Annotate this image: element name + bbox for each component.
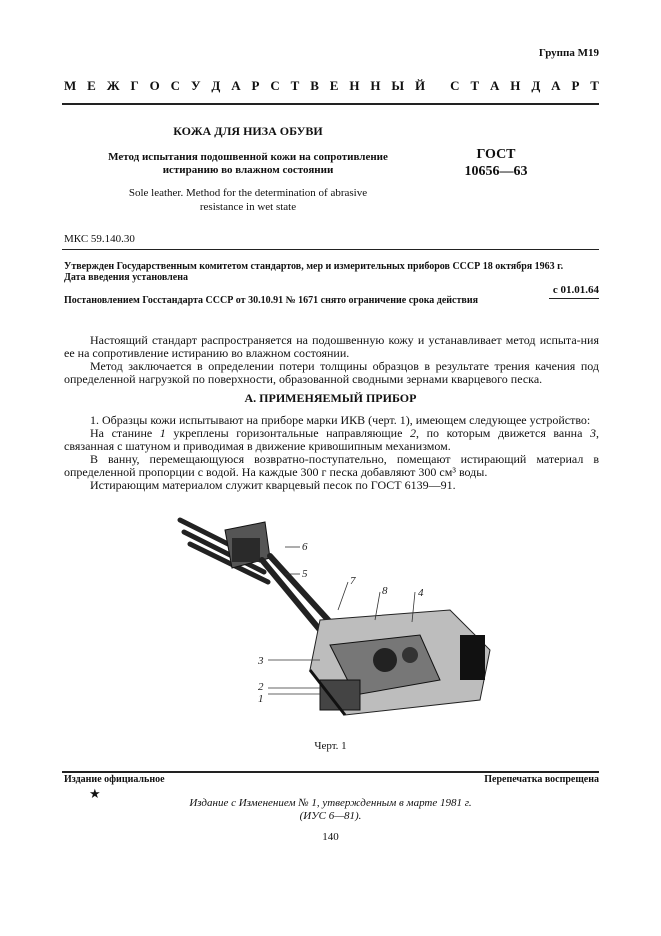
document-subtitle: [62, 151, 434, 177]
banner-letter: Й: [415, 78, 426, 93]
section-paragraph-2: [64, 427, 599, 453]
figure-label-5: 5: [302, 568, 308, 580]
date-rule: [549, 298, 599, 299]
approval-line-2: Дата введения установлена: [64, 272, 188, 283]
p2-part-c: , по которым движется ванна: [416, 426, 590, 440]
english-title: [62, 186, 434, 214]
banner-letter: Т: [290, 78, 300, 93]
star-icon: ★: [89, 786, 101, 801]
p2-part-a: На станине: [90, 426, 160, 440]
subtitle-line-2: истиранию во влажном состоянии: [162, 164, 334, 176]
gost-code: 10656—63: [464, 164, 528, 179]
p2-part-b: укреплены горизонтальные направляющие: [165, 426, 410, 440]
banner-letter: Т: [590, 78, 599, 93]
figure-label-4: 4: [418, 587, 424, 599]
banner-letter: Е: [87, 78, 96, 93]
banner-letter: Р: [251, 78, 260, 93]
base-frame: [310, 610, 490, 715]
section-paragraph-1: 1. Образцы кожи испытывают на приборе марки ИКВ (черт. 1), имеющем следующее устройство:: [90, 413, 591, 427]
banner-letter: А: [551, 78, 561, 93]
banner-letter: А: [490, 78, 500, 93]
p2-ref-1: 1: [159, 426, 166, 440]
approval-line-1: Утвержден Государственным комитетом стандартов, мер и измерительных приборов СССР 18 октября 1963 г.: [64, 261, 564, 272]
banner-letter: Н: [349, 78, 360, 93]
title-block: [62, 124, 434, 214]
arm: [262, 556, 330, 630]
banner-letter: Н: [370, 78, 381, 93]
banner-letter: Д: [211, 78, 221, 93]
edition-line-1: Издание с Изменением № 1, утвержденным в марте 1981 г.: [189, 797, 472, 809]
edition-line-2: (ИУС 6—81).: [299, 810, 362, 822]
section-heading: А. ПРИМЕНЯЕМЫЙ ПРИБОР: [244, 391, 417, 405]
approval-text: [64, 261, 599, 283]
english-title-line-1: Sole leather. Method for the determination of abrasive: [128, 187, 368, 199]
figure-label-6: 6: [302, 541, 308, 553]
section-paragraph-3: В ванну, перемещающуюся возвратно-поступательно, помещают истирающий материал в определенной пропорции с водой. На каждые 300 г песка добавляют 300 см³ воды.: [64, 452, 599, 479]
banner-letter: У: [190, 78, 201, 93]
page-number: 140: [322, 831, 339, 843]
intro-paragraph-1: Настоящий стандарт распространяется на подошвенную кожу и устанавливает метод испыта-ния ее на сопротивление истиранию во влажном состоянии.: [64, 333, 599, 360]
effective-date: с 01.01.64: [552, 284, 599, 296]
p2-ref-3: 3: [590, 426, 596, 440]
banner-letter: Г: [130, 78, 139, 93]
mks-rule: [62, 249, 599, 250]
gost-label: ГОСТ: [476, 147, 516, 162]
banner-letter: Е: [329, 78, 339, 93]
subtitle-line-1: Метод испытания подошвенной кожи на сопротивление: [108, 151, 388, 163]
intro-paragraph-2: Метод заключается в определении потери толщины образцов в результате трения качения под определенной нагрузкой по поверхности, образованной сводными зернами кварцевого песка.: [64, 359, 599, 386]
figure-caption: Черт. 1: [314, 740, 347, 752]
figure-label-3: 3: [258, 655, 264, 667]
official-edition-label: Издание официальное: [64, 774, 165, 785]
banner-letter: Ж: [106, 78, 120, 93]
figure-label-1: 1: [258, 693, 264, 705]
section-paragraph-4: Истирающим материалом служит кварцевый песок по ГОСТ 6139—91.: [90, 478, 456, 492]
figure-label-2: 2: [258, 681, 264, 693]
reprint-prohibited-label: Перепечатка воспрещена: [484, 774, 599, 785]
edition-note: [62, 797, 599, 823]
banner-letter: М: [64, 78, 77, 93]
banner-letter: Р: [571, 78, 580, 93]
banner-letter: Ы: [391, 78, 405, 93]
gost-number: [432, 146, 560, 180]
banner-letter: Д: [531, 78, 541, 93]
banner-letter: С: [450, 78, 460, 93]
intro-paragraphs: [64, 334, 599, 386]
apparatus-figure: [170, 510, 500, 730]
figure-label-8: 8: [382, 585, 388, 597]
document-title: КОЖА ДЛЯ НИЗА ОБУВИ: [173, 124, 323, 138]
p2-part-d: , связанная с шатуном и приводимая в движение кривошипным механизмом.: [64, 426, 599, 453]
decree-text: Постановлением Госстандарта СССР от 30.10.91 № 1671 снято ограничение срока действия: [64, 295, 478, 306]
english-title-line-2: resistance in wet state: [199, 201, 297, 213]
header-rule: [62, 103, 599, 105]
interstate-standard-banner: [64, 78, 599, 94]
mks-code: МКС 59.140.30: [64, 233, 135, 245]
banner-letter: А: [231, 78, 241, 93]
banner-letter: С: [270, 78, 280, 93]
banner-letter: [436, 78, 439, 94]
group-code: Группа М19: [538, 47, 599, 59]
banner-letter: В: [310, 78, 319, 93]
p2-ref-2: 2: [410, 426, 416, 440]
banner-letter: Н: [510, 78, 521, 93]
figure-label-7: 7: [350, 575, 356, 587]
footer-rule: [62, 771, 599, 773]
banner-letter: Т: [470, 78, 480, 93]
banner-letter: О: [149, 78, 160, 93]
section-paragraphs: [64, 414, 599, 492]
banner-letter: С: [170, 78, 181, 93]
